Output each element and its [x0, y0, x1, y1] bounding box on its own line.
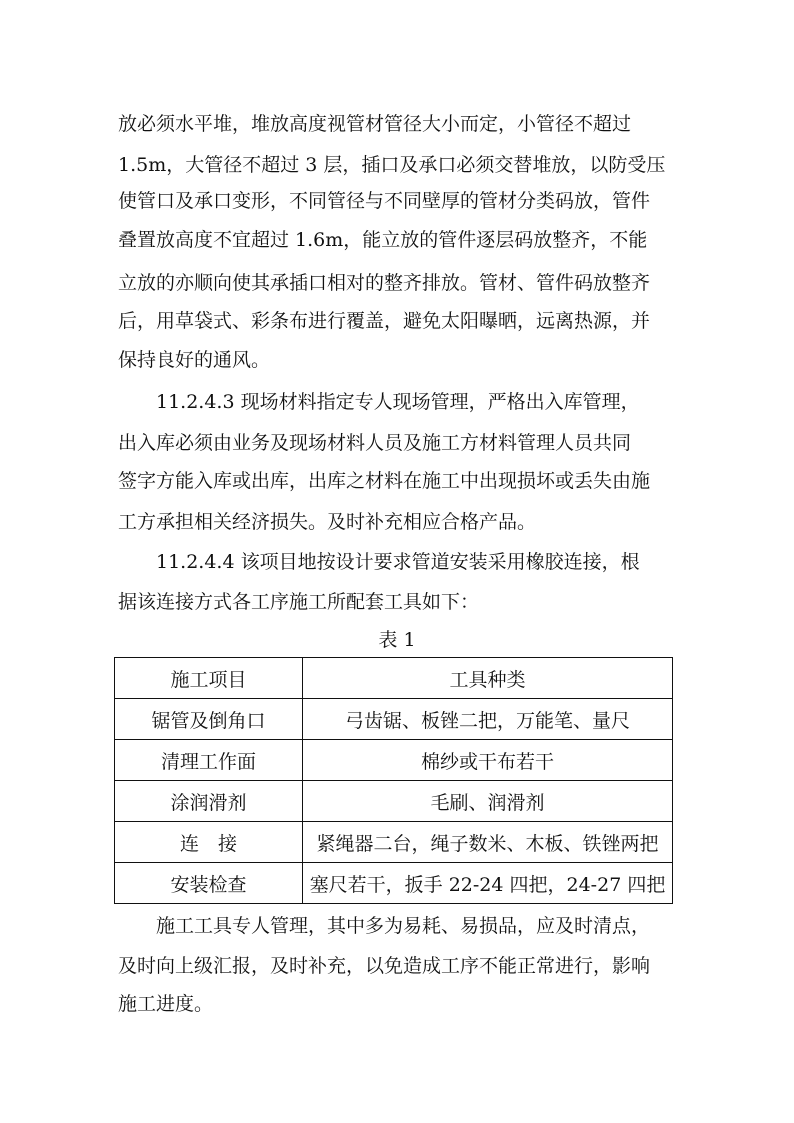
text-line: 11.2.4.4 该项目地按设计要求管道安装采用橡胶连接，根	[118, 551, 640, 573]
text-line: 叠置放高度不宜超过 1.6m，能立放的管件逐层码放整齐，不能	[118, 229, 648, 251]
text-line: 工方承担相关经济损失。及时补充相应合格产品。	[118, 511, 537, 533]
table-caption: 表 1	[378, 629, 416, 651]
table-cell: 紧绳器二台，绳子数米、木板、铁锉两把	[303, 822, 673, 863]
text-line: 放必须水平堆，堆放高度视管材管径大小而定，小管径不超过	[118, 113, 632, 135]
table-cell: 锯管及倒角口	[115, 699, 303, 740]
table-cell: 塞尺若干，扳手 22-24 四把，24-27 四把	[303, 863, 673, 904]
text-line: 施工工具专人管理，其中多为易耗、易损品，应及时清点，	[118, 915, 651, 937]
table-cell: 弓齿锯、板锉二把，万能笔、量尺	[303, 699, 673, 740]
table-cell: 清理工作面	[115, 740, 303, 781]
tools-table	[114, 657, 673, 904]
table-header-row	[115, 658, 673, 699]
table-row	[115, 822, 673, 863]
text-line: 及时向上级汇报，及时补充，以免造成工序不能正常进行，影响	[118, 955, 651, 977]
text-line: 签字方能入库或出库，出库之材料在施工中出现损坏或丢失由施	[118, 470, 651, 492]
text-line: 出入库必须由业务及现场材料人员及施工方材料管理人员共同	[118, 432, 632, 454]
header-tool-type: 工具种类	[303, 658, 673, 699]
text-line: 立放的亦顺向使其承插口相对的整齐排放。管材、管件码放整齐	[118, 272, 651, 294]
table-row	[115, 781, 673, 822]
table-row	[115, 863, 673, 904]
header-construction-item: 施工项目	[115, 658, 303, 699]
text-line: 后，用草袋式、彩条布进行覆盖，避免太阳曝晒，远离热源，并	[118, 310, 651, 332]
table-row	[115, 699, 673, 740]
text-line: 施工进度。	[118, 993, 214, 1015]
table-cell: 涂润滑剂	[115, 781, 303, 822]
text-line: 1.5m，大管径不超过 3 层，插口及承口必须交替堆放，以防受压	[118, 154, 666, 176]
table-row	[115, 740, 673, 781]
text-line: 保持良好的通风。	[118, 349, 271, 371]
text-line: 11.2.4.3 现场材料指定专人现场管理，严格出入库管理，	[118, 391, 640, 413]
text-line: 据该连接方式各工序施工所配套工具如下：	[118, 591, 480, 613]
text-line: 使管口及承口变形，不同管径与不同壁厚的管材分类码放，管件	[118, 190, 651, 212]
table-cell: 毛刷、润滑剂	[303, 781, 673, 822]
table-cell: 安装检查	[115, 863, 303, 904]
table-cell: 连 接	[115, 822, 303, 863]
table-cell: 棉纱或干布若干	[303, 740, 673, 781]
